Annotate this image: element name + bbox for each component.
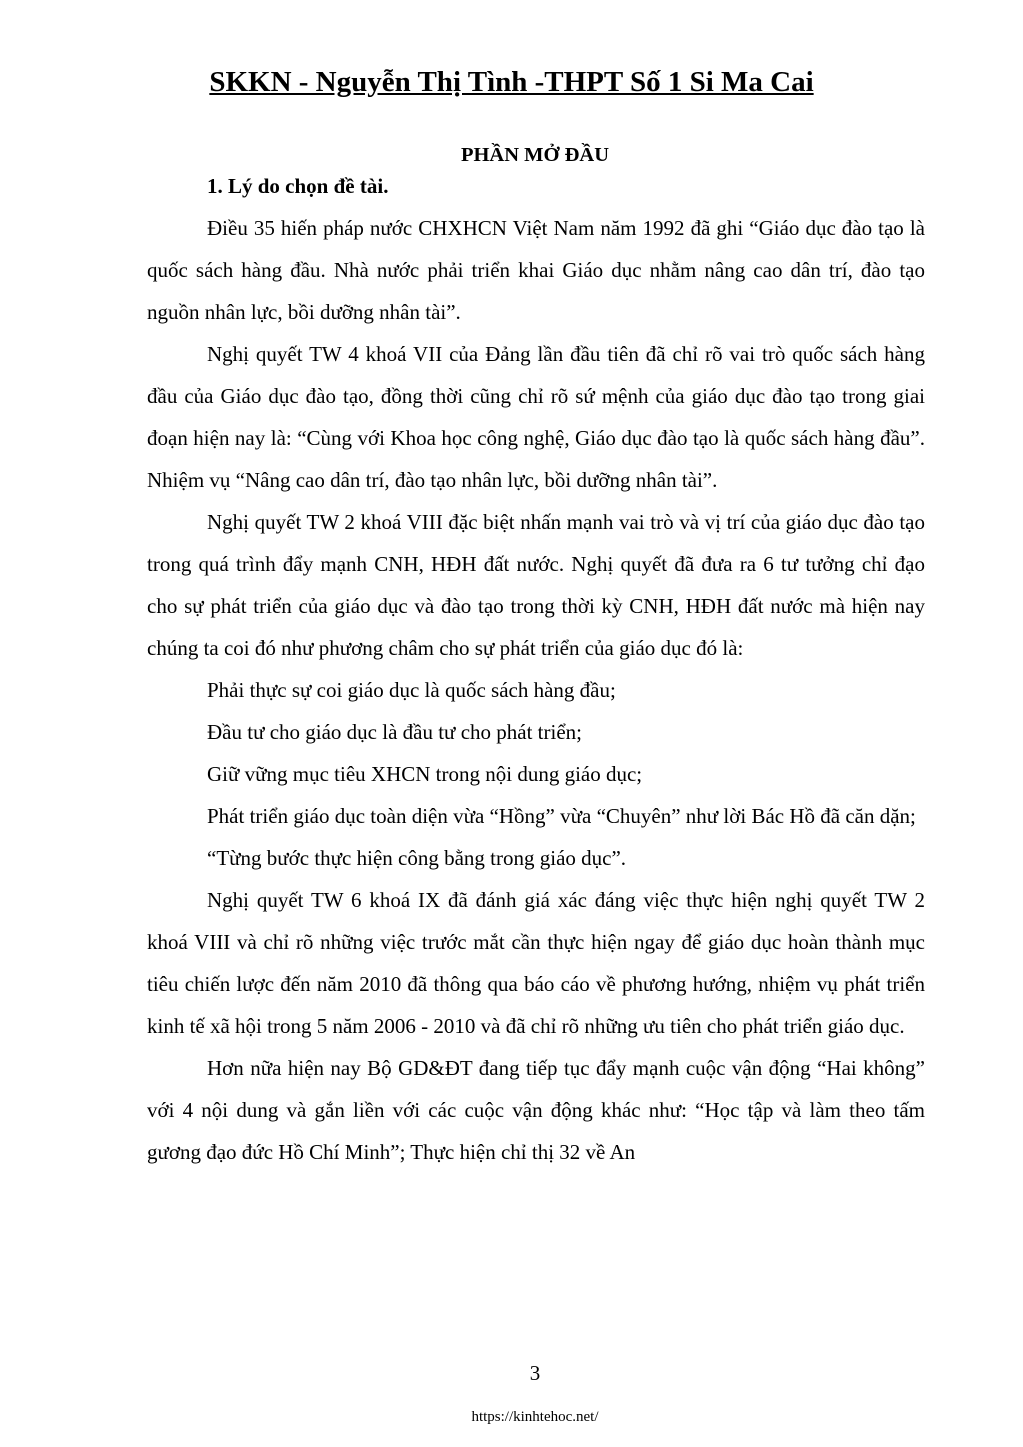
subheading: 1. Lý do chọn đề tài. bbox=[207, 174, 389, 198]
document-body bbox=[147, 165, 925, 1173]
list-item-5: “Từng bước thực hiện công bằng trong giáo dục”. bbox=[207, 846, 627, 870]
paragraph-3: Nghị quyết TW 2 khoá VIII đặc biệt nhấn mạnh vai trò và vị trí của giáo dục đào tạo trong quá trình đẩy mạnh CNH, HĐH đất nước. Nghị quyết đã đưa ra 6 tư tưởng chỉ đạo cho sự phát triển của giáo dục và đào tạo trong thời kỳ CNH, HĐH đất nước mà hiện nay chúng ta coi đó như phương châm cho sự phát triển của giáo dục đó là: bbox=[147, 510, 925, 660]
paragraph-2: Nghị quyết TW 4 khoá VII của Đảng lần đầu tiên đã chỉ rõ vai trò quốc sách hàng đầu của Giáo dục đào tạo, đồng thời cũng chỉ rõ sứ mệnh của giáo dục đào tạo trong giai đoạn hiện nay là: “Cùng với Khoa học công nghệ, Giáo dục đào tạo là quốc sách hàng đầu”. Nhiệm vụ “Nâng cao dân trí, đào tạo nhân lực, bồi dưỡng nhân tài”. bbox=[147, 342, 925, 492]
paragraph-5: Hơn nữa hiện nay Bộ GD&ĐT đang tiếp tục đẩy mạnh cuộc vận động “Hai không” với 4 nội dung và gắn liền với các cuộc vận động khác như: “Học tập và làm theo tấm gương đạo đức Hồ Chí Minh”; Thực hiện chỉ thị 32 về An bbox=[147, 1056, 925, 1164]
page-header: SKKN - Nguyễn Thị Tình -THPT Số 1 Si Ma Cai bbox=[209, 66, 814, 98]
list-item-3: Giữ vững mục tiêu XHCN trong nội dung giáo dục; bbox=[207, 762, 643, 786]
footer-url[interactable]: https://kinhtehoc.net/ bbox=[471, 1409, 599, 1425]
list-item-1: Phải thực sự coi giáo dục là quốc sách hàng đầu; bbox=[207, 678, 616, 702]
page-number: 3 bbox=[529, 1361, 541, 1385]
paragraph-1: Điều 35 hiến pháp nước CHXHCN Việt Nam năm 1992 đã ghi “Giáo dục đào tạo là quốc sách hàng đầu. Nhà nước phải triển khai Giáo dục nhằm nâng cao dân trí, đào tạo nguồn nhân lực, bồi dưỡng nhân tài”. bbox=[147, 216, 925, 324]
list-item-4: Phát triển giáo dục toàn diện vừa “Hồng” vừa “Chuyên” như lời Bác Hồ đã căn dặn; bbox=[207, 804, 916, 828]
paragraph-4: Nghị quyết TW 6 khoá IX đã đánh giá xác đáng việc thực hiện nghị quyết TW 2 khoá VIII và chỉ rõ những việc trước mắt cần thực hiện ngay để giáo dục hoàn thành mục tiêu chiến lược đến năm 2010 đã thông qua báo cáo về phương hướng, nhiệm vụ phát triển kinh tế xã hội trong 5 năm 2006 - 2010 và đã chỉ rõ những ưu tiên cho phát triển giáo dục. bbox=[147, 888, 925, 1038]
list-item-2: Đầu tư cho giáo dục là đầu tư cho phát triển; bbox=[207, 720, 582, 744]
section-title: PHẦN MỞ ĐẦU bbox=[460, 144, 610, 166]
